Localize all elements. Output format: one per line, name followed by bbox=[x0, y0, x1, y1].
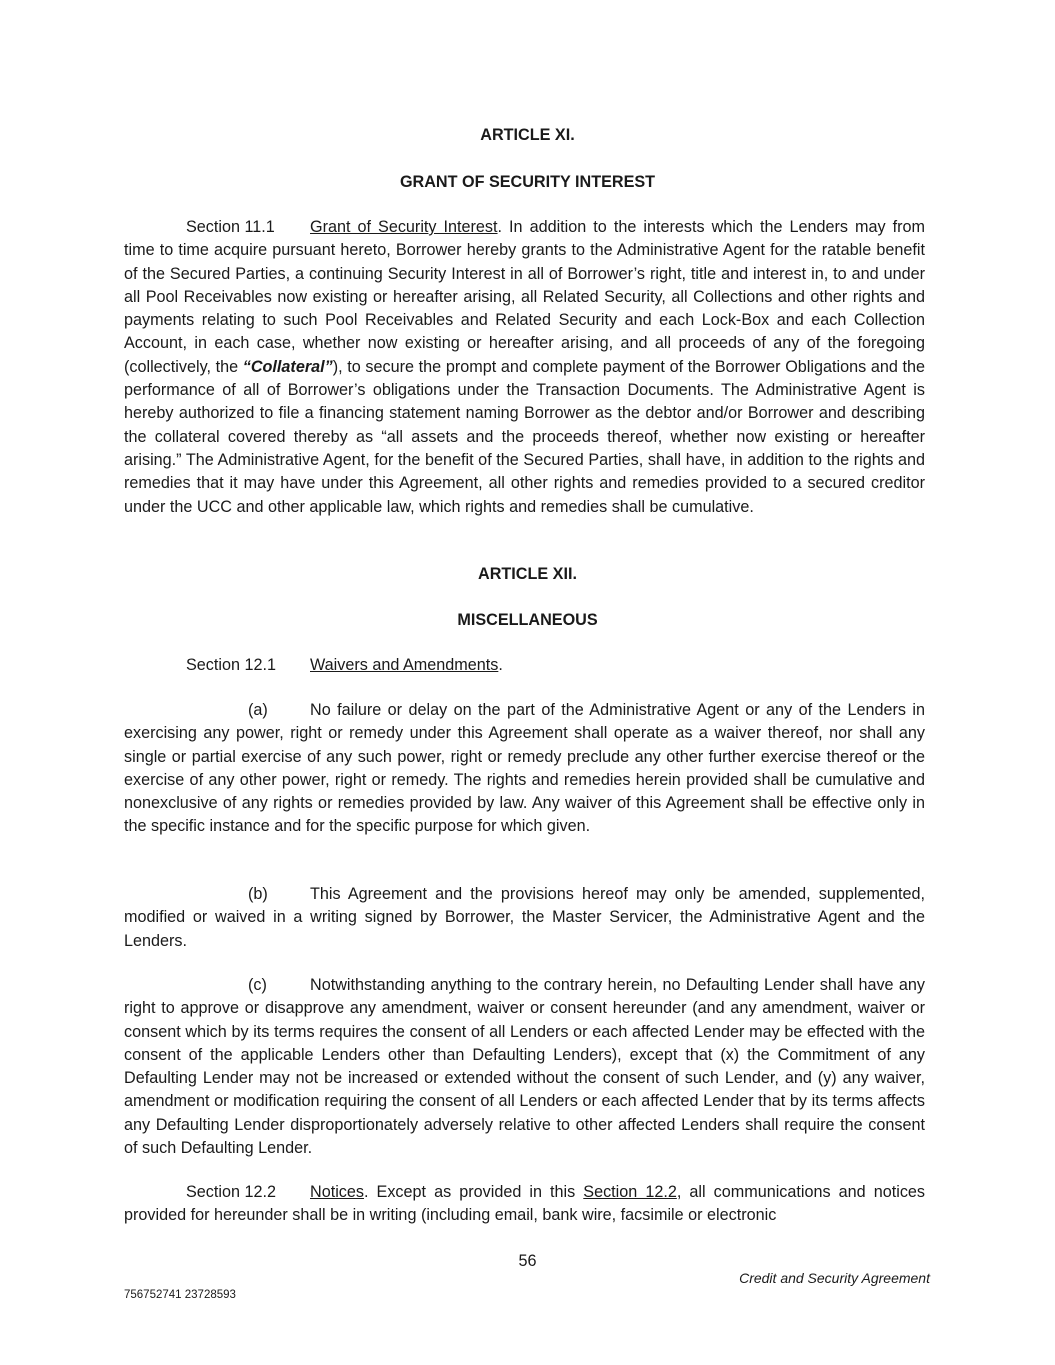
section-12-1-caption-end: . bbox=[498, 656, 503, 674]
article-xii-title: MISCELLANEOUS bbox=[457, 611, 598, 629]
clause-b-label: (b) bbox=[248, 885, 268, 903]
section-12-2-text-b: , all communications and notices provided for hereunder shall be in writing (including email, bank wire, facsimile or electronic bbox=[124, 1183, 926, 1225]
section-12-1-heading bbox=[124, 654, 925, 677]
section-12-2-text-a: . Except as provided in this bbox=[363, 1183, 584, 1201]
footer-document-title: Credit and Security Agreement bbox=[739, 1270, 930, 1286]
clause-c-label: (c) bbox=[248, 976, 267, 994]
collateral-defined-term: “Collateral” bbox=[242, 357, 333, 376]
clause-c-text: Notwithstanding anything to the contrary herein, no Defaulting Lender shall have any right to approve or disapprove any amendment, waiver or consent hereunder (and any amendment, waiver or consent which by its terms requires the consent of all Lenders or each affected Lender may be effected with the consent of the applicable Lenders other than Defaulting Lenders), except that (x) the Commitment of any Defaulting Lender may not be increased or extended without the consent of such Lender, and (y) any waiver, amendment or modification requiring the consent of all Lenders or each affected Lender that by its terms affects any Defaulting Lender disproportionately adversely relative to other affected Lenders shall require the consent of such Defaulting Lender. bbox=[124, 976, 925, 1158]
clause-b-text: This Agreement and the provisions hereof may only be amended, supplemented, modified or waived in a writing signed by Borrower, the Master Servicer, the Administrative Agent and the Lenders. bbox=[124, 885, 925, 950]
clause-a-text: No failure or delay on the part of the Administrative Agent or any of the Lenders in exercising any power, right or remedy under this Agreement shall operate as a waiver thereof, nor shall any single or partial exercise of any such power, right or remedy preclude any other further exercise thereof or the exercise of any other power, right or remedy. The rights and remedies herein provided shall be cumulative and nonexclusive of any rights or remedies provided by law. Any waiver of this Agreement shall be effective only in the specific instance and for the specific purpose for which given. bbox=[124, 701, 925, 836]
section-12-2-paragraph bbox=[124, 1181, 925, 1228]
page-number: 56 bbox=[518, 1252, 537, 1270]
article-xii-heading: ARTICLE XII. bbox=[478, 565, 577, 583]
section-11-1-paragraph bbox=[124, 216, 925, 519]
section-12-1-b-paragraph bbox=[124, 883, 925, 953]
article-xi-title: GRANT OF SECURITY INTEREST bbox=[399, 173, 656, 191]
section-12-2-cross-reference: Section 12.2 bbox=[583, 1183, 677, 1201]
section-11-1-text-a: . In addition to the interests which the Lenders may from time to time acquire pursuant hereto, Borrower hereby grants to the Administrative Agent for the ratable benefit of the Secured Parties, a continuing Security Interest in all of Borrower’s right, title and interest in, to and under all Pool Receivables now existing or hereafter arising, all Related Security, all Collections and other rights and payments relating to such Pool Receivables and Related Security and each Lock-Box and each Collection Account, in each case, whether now existing or hereafter arising, and all proceeds of any of the foregoing (collectively, the bbox=[124, 218, 926, 376]
section-12-1-a-paragraph bbox=[124, 699, 925, 839]
section-12-1-number: Section 12.1 bbox=[186, 656, 276, 674]
clause-a-label: (a) bbox=[248, 701, 268, 719]
section-12-1-caption: Waivers and Amendments bbox=[310, 656, 499, 674]
section-12-2-caption: Notices bbox=[310, 1183, 364, 1201]
section-11-1-text-b: ), to secure the prompt and complete payment of the Borrower Obligations and the performance of all of Borrower’s obligations under the Transaction Documents. The Administrative Agent is hereby authorized to file a financing statement naming Borrower as the debtor and/or Borrower and describing the collateral covered thereby as “all assets and the proceeds thereof, whether now existing or hereafter arising.” The Administrative Agent, for the benefit of the Secured Parties, shall have, in addition to the rights and remedies that it may have under this Agreement, all other rights and remedies provided to a secured creditor under the UCC and other applicable law, which rights and remedies shall be cumulative. bbox=[124, 357, 925, 516]
section-12-2-number: Section 12.2 bbox=[186, 1183, 276, 1201]
section-12-1-c-paragraph bbox=[124, 974, 925, 1160]
section-11-1-caption: Grant of Security Interest bbox=[310, 218, 498, 236]
article-xi-heading: ARTICLE XI. bbox=[480, 126, 575, 144]
section-11-1-number: Section 11.1 bbox=[186, 218, 275, 236]
footer-document-id: 756752741 23728593 bbox=[124, 1289, 236, 1301]
